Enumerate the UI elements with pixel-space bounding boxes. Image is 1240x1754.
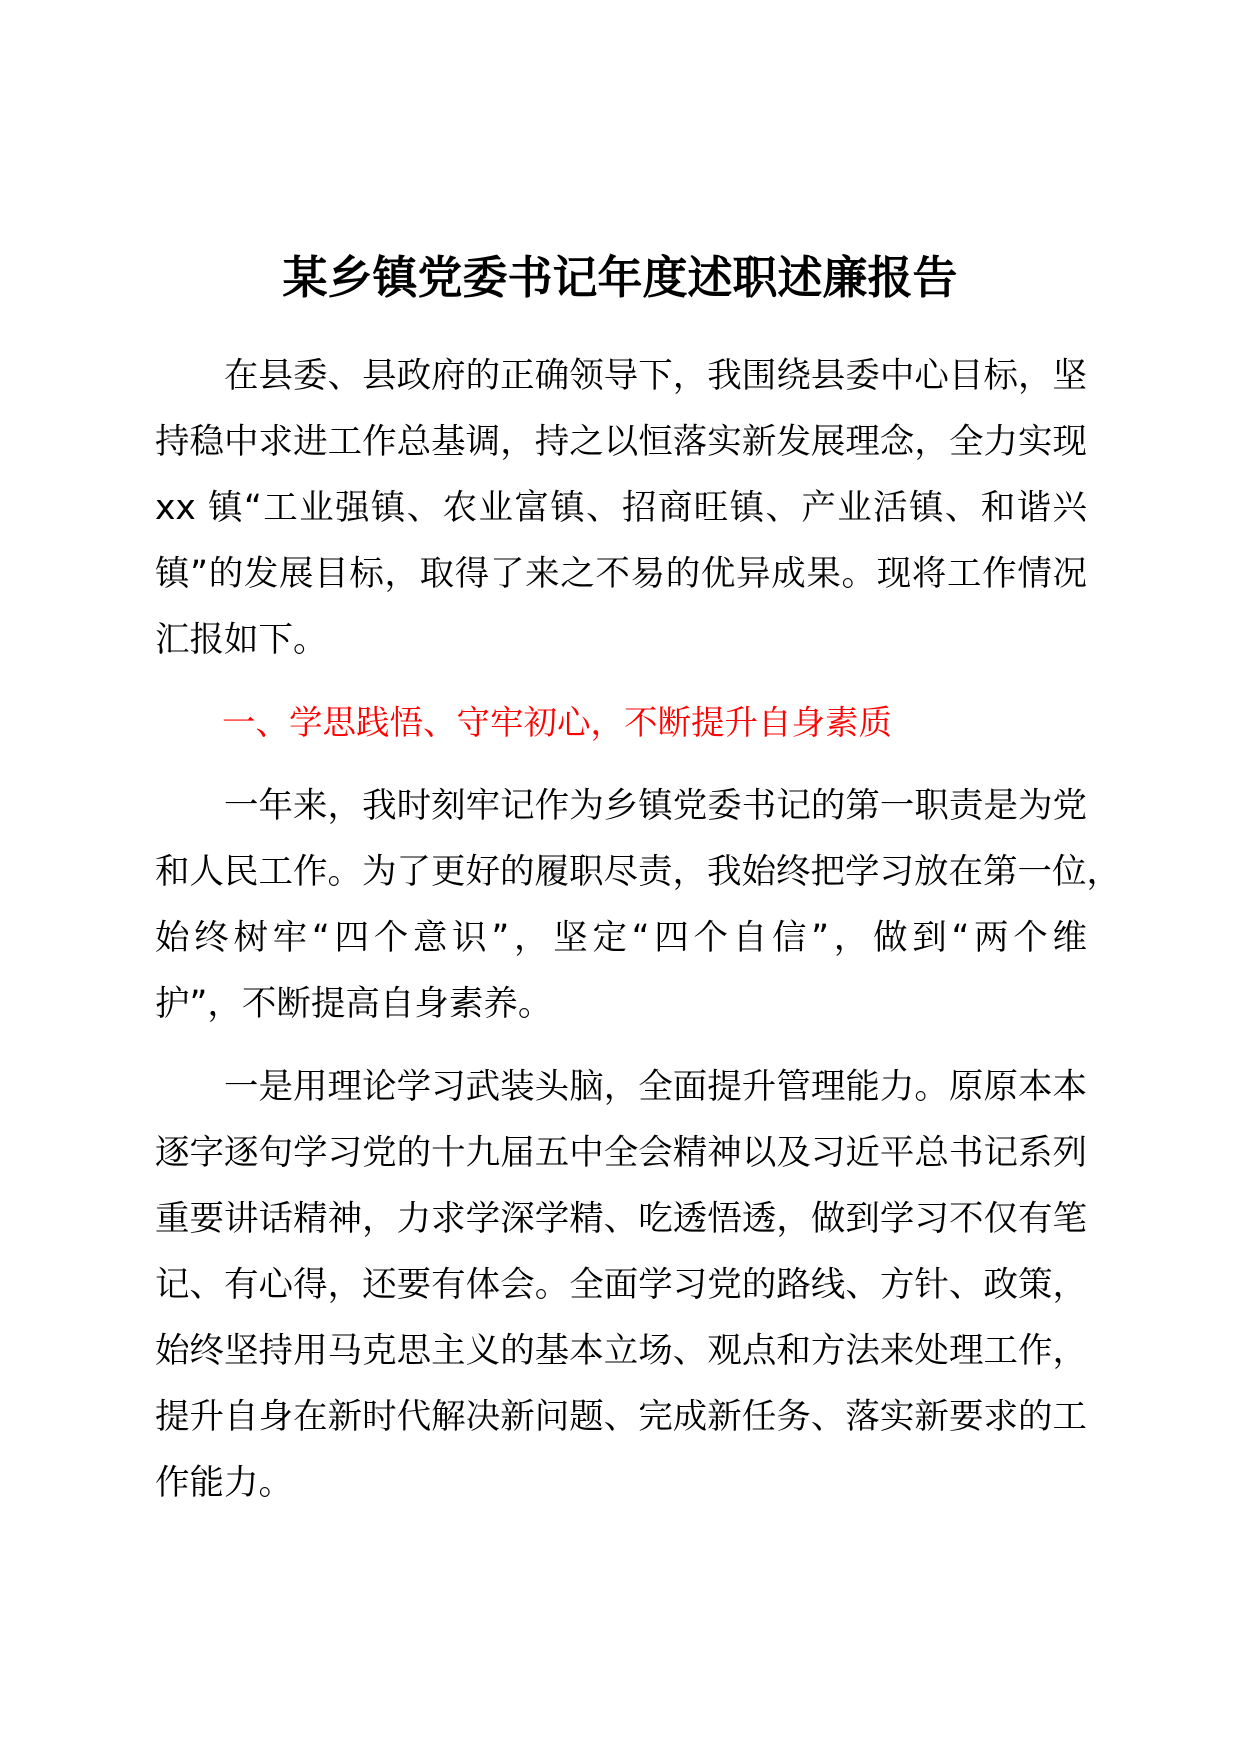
paragraph-line: 作能力。 (155, 1463, 293, 1503)
paragraph-line: 一是用理论学习武装头脑，全面提升管理能力。原原本本 (224, 1067, 1087, 1107)
paragraph-intro (155, 343, 1087, 673)
paragraph-line: 始终坚持用马克思主义的基本立场、观点和方法来处理工作， (155, 1331, 1087, 1371)
document-title: 某乡镇党委书记年度述职述廉报告 (282, 251, 958, 304)
paragraph-line: 持稳中求进工作总基调，持之以恒落实新发展理念，全力实现 (155, 422, 1087, 462)
paragraph-line: 汇报如下。 (155, 620, 328, 660)
paragraph-line: 在县委、县政府的正确领导下，我围绕县委中心目标，坚 (224, 356, 1087, 396)
paragraph-line: 提升自身在新时代解决新问题、完成新任务、落实新要求的工 (155, 1397, 1087, 1437)
paragraph-line: 逐字逐句学习党的十九届五中全会精神以及习近平总书记系列 (155, 1133, 1087, 1173)
document-body (155, 343, 1121, 1516)
paragraph-line: 和人民工作。为了更好的履职尽责，我始终把学习放在第一位， (155, 852, 1121, 892)
section-heading-text: 一、学思践悟、守牢初心，不断提升自身素质 (222, 703, 892, 742)
paragraph-line: xx 镇“工业强镇、农业富镇、招商旺镇、产业活镇、和谐兴 (155, 488, 1087, 528)
paragraph-line: 一年来，我时刻牢记作为乡镇党委书记的第一职责是为党 (224, 786, 1087, 826)
paragraph-line: 重要讲话精神，力求学深学精、吃透悟透，做到学习不仅有笔 (155, 1199, 1087, 1239)
paragraph-body (155, 1054, 1087, 1516)
section-heading (155, 690, 1087, 756)
paragraph-line: 始终树牢“四个意识”，坚定“四个自信”，做到“两个维 (155, 918, 1087, 958)
paragraph-body (155, 773, 1121, 1037)
paragraph-line: 记、有心得，还要有体会。全面学习党的路线、方针、政策， (155, 1265, 1087, 1305)
paragraph-line: 镇”的发展目标，取得了来之不易的优异成果。现将工作情况 (155, 554, 1087, 594)
paragraph-line: 护”，不断提高自身素养。 (155, 984, 553, 1024)
